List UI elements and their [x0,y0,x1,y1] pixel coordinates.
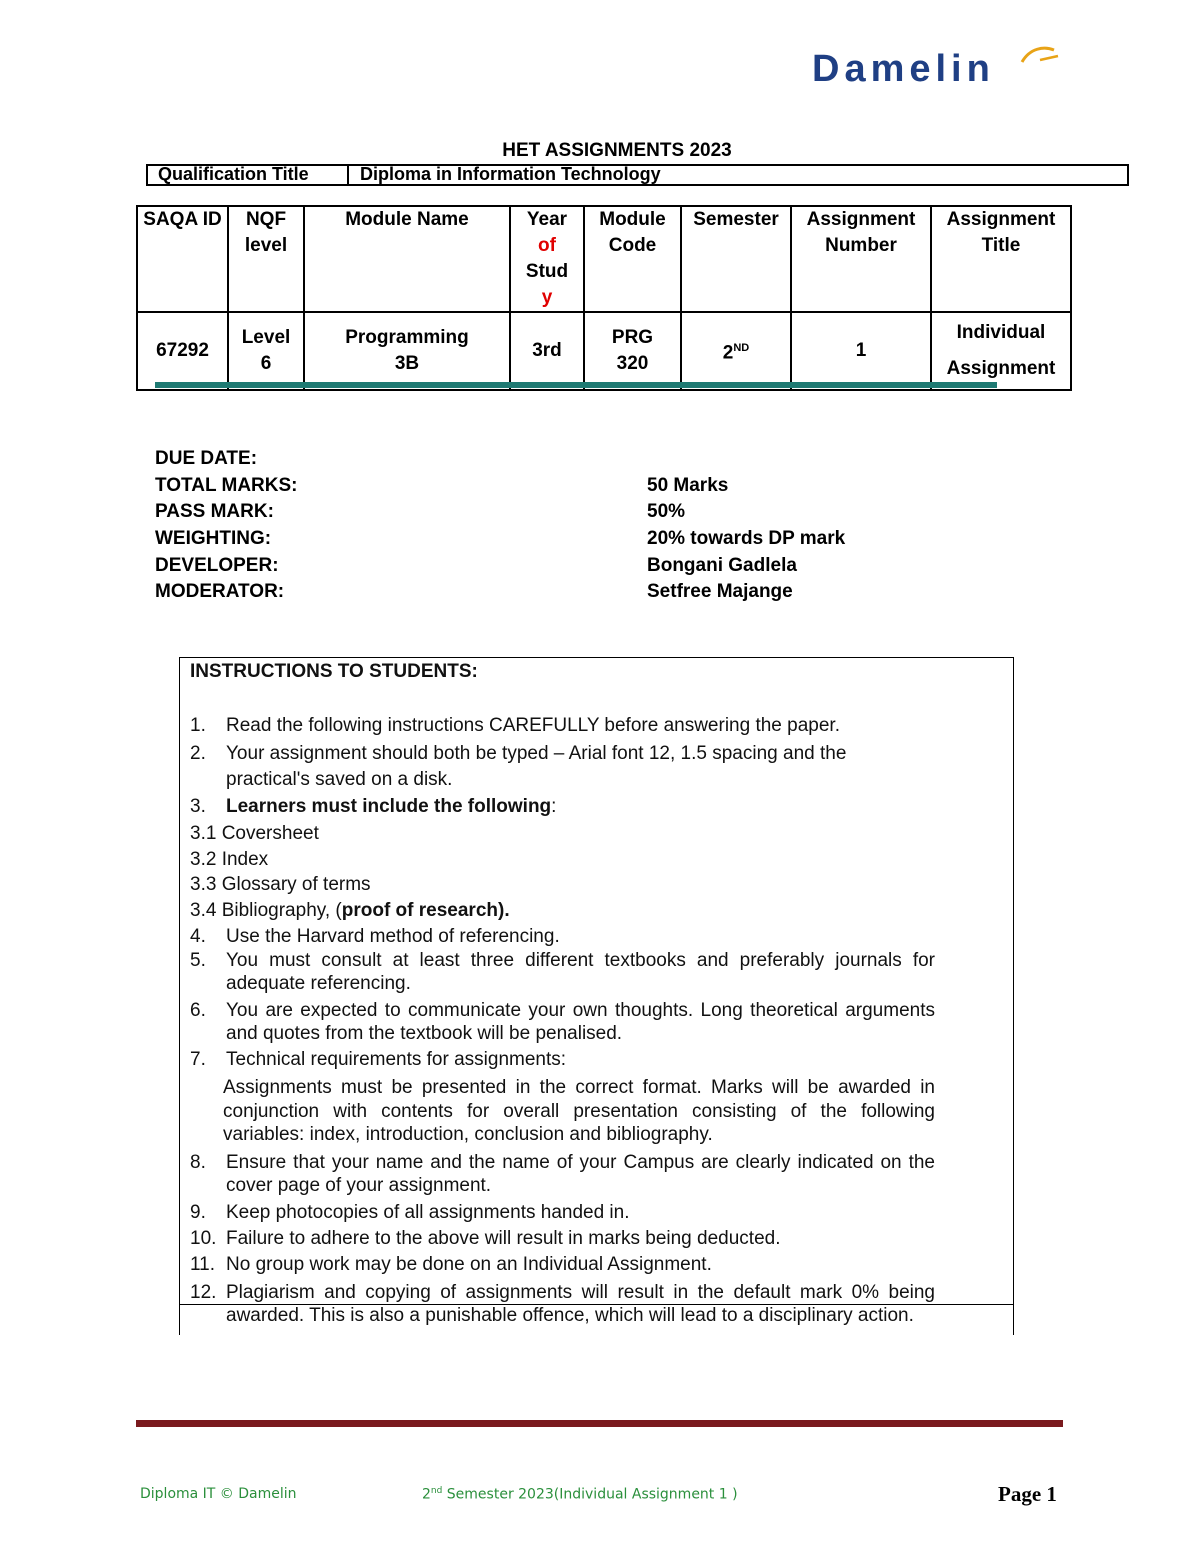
cell-module-code-line-1: PRG [611,327,654,348]
instruction-number: 7. [190,1049,206,1070]
instruction-text: Read the following instructions CAREFULLY before answering the paper. [226,715,840,736]
cell-assignment-number: 1 [791,312,931,390]
instruction-item [190,741,935,793]
header-year-line-3: Stud [525,261,569,282]
info-row-pass-mark [155,499,1055,526]
cell-nqf-line-1: Level [241,327,291,348]
instruction-number: 1. [190,715,206,736]
info-label: PASS MARK: [155,501,274,523]
info-row-total-marks [155,473,1055,500]
instruction-item [190,1200,935,1226]
instruction-item [190,714,935,738]
instruction-text: Ensure that your name and the name of your Campus are clearly indicated on the cover page of your assignment. [226,1151,935,1196]
info-value: 50 Marks [647,474,729,496]
header-year-of-study [510,206,584,312]
cell-semester-number: 2 [722,342,734,364]
page-number: Page 1 [998,1482,1057,1506]
logo-text: Damelin [812,48,995,90]
instruction-item [190,1151,935,1197]
header-year-line-1: Year [526,209,568,230]
instruction-item [190,1252,935,1278]
cell-semester-suffix: ND [733,342,750,355]
instruction-text: Keep photocopies of all assignments handed in. [226,1201,630,1223]
instructions-heading: INSTRUCTIONS TO STUDENTS: [190,661,478,682]
header-year-line-2: of [538,235,556,256]
instruction-text: You must consult at least three different textbooks and preferably journals for adequate referencing. [226,950,935,994]
cell-nqf-line-2: 6 [260,353,272,374]
damelin-logo [812,44,1092,94]
cell-assignment-title [931,312,1071,390]
instruction-number: 5. [190,950,206,971]
header-semester: Semester [681,206,791,312]
instruction-item [190,1281,935,1328]
instruction-text: No group work may be done on an Individual Assignment. [226,1253,712,1275]
instruction-number: 11. [190,1253,216,1275]
qualification-value: Diploma in Information Technology [360,164,661,184]
info-label: TOTAL MARKS: [155,474,298,496]
info-row-weighting [155,526,1055,553]
info-label: MODERATOR: [155,581,285,603]
module-table [136,205,1072,391]
cell-nqf-level [228,312,304,390]
document-title: HET ASSIGNMENTS 2023 [502,140,732,161]
info-row-developer [155,553,1055,580]
instruction-item [190,793,935,821]
header-year-line-4: y [541,287,553,308]
instruction-text-bold: Learners must include the following [226,796,552,817]
instructions-box-edge-left [179,1305,180,1335]
instruction-number: 3. [190,796,206,817]
instruction-item [190,1226,935,1252]
cell-year-of-study: 3rd [510,312,584,390]
logo-swoosh-icon [1020,44,1060,66]
info-value: 50% [647,501,686,523]
instruction-item [190,999,935,1045]
instruction-detail: Assignments must be presented in the correct format. Marks will be awarded in conjunction with contents for overall presentation consisting of the following variables: index, introduction, conclusion and bibliography. [223,1077,935,1145]
instructions-list [190,660,935,1328]
instruction-number: 10. [190,1227,217,1249]
qualification-label: Qualification Title [158,164,309,184]
footer-semester-text: Semester 2023(Individual Assignment 1 ) [442,1486,738,1503]
instruction-subitem-text: 3.4 Bibliography, ( [190,900,342,921]
instruction-item [190,1048,935,1072]
instruction-text: Use the Harvard method of referencing. [226,926,560,947]
cell-module-name [304,312,510,390]
instruction-text: You are expected to communicate your own thoughts. Long theoretical arguments and quotes from the textbook will be penalised. [226,1000,935,1044]
maroon-divider [136,1420,1063,1427]
info-label: WEIGHTING: [155,528,272,550]
instruction-subitem: 3.3 Glossary of terms [190,874,371,895]
info-row-due-date [155,446,1055,473]
instruction-text: Failure to adhere to the above will result in marks being deducted. [226,1227,781,1249]
cell-module-code-line-2: 320 [616,353,649,374]
instruction-text: Your assignment should both be typed – Arial font 12, 1.5 spacing and the practical's saved on a disk. [226,743,847,790]
cell-module-code [584,312,681,390]
footer-semester [422,1486,738,1503]
instruction-text: Plagiarism and copying of assignments will result in the default mark 0% being awarded. This is also a punishable offence, which will lead to a disciplinary action. [226,1281,935,1326]
instruction-number: 6. [190,1000,206,1021]
cell-module-name-line-2: 3B [394,353,420,374]
cell-saqa-id: 67292 [137,312,228,390]
table-row [137,312,1071,390]
teal-divider [155,382,997,388]
cell-assignment-title-line-1: Individual [956,322,1046,343]
header-assignment-title: Assignment Title [931,206,1071,312]
info-value: Setfree Majange [647,581,793,603]
info-label: DEVELOPER: [155,554,279,576]
instruction-subitem: 3.1 Coversheet [190,823,319,844]
header-module-name: Module Name [304,206,510,312]
header-saqa-id: SAQA ID [137,206,228,312]
instructions-box-edge-right [1013,1305,1014,1335]
header-assignment-number: Assignment Number [791,206,931,312]
instruction-text: : [551,796,557,817]
info-value: 20% towards DP mark [647,528,846,550]
instruction-number: 8. [190,1151,206,1173]
instruction-number: 2. [190,743,206,764]
header-module-code: Module Code [584,206,681,312]
info-value: Bongani Gadlela [647,554,797,576]
instruction-number: 12. [190,1281,217,1303]
instruction-subitem: 3.2 Index [190,849,269,870]
instruction-number: 4. [190,926,206,947]
qualification-bar [146,164,1129,186]
qualification-divider [347,166,349,184]
instruction-subitem [190,897,935,924]
instruction-item [190,924,935,949]
footer-left: Diploma IT © Damelin [140,1486,297,1502]
assignment-info [155,446,1055,606]
info-row-moderator [155,579,1055,606]
cell-semester [681,312,791,390]
cell-assignment-title-line-2: Assignment [946,358,1056,379]
header-nqf-level: NQF level [228,206,304,312]
footer-semester-suffix: nd [430,1486,443,1496]
instruction-text: Technical requirements for assignments: [226,1049,567,1070]
instruction-subitem-bold: proof of research). [341,900,510,921]
info-label: DUE DATE: [155,448,258,469]
footer-semester-number: 2 [422,1486,431,1503]
cell-module-name-line-1: Programming [345,327,469,348]
instruction-item [190,949,935,995]
instruction-number: 9. [190,1201,206,1223]
table-header-row [137,206,1071,312]
